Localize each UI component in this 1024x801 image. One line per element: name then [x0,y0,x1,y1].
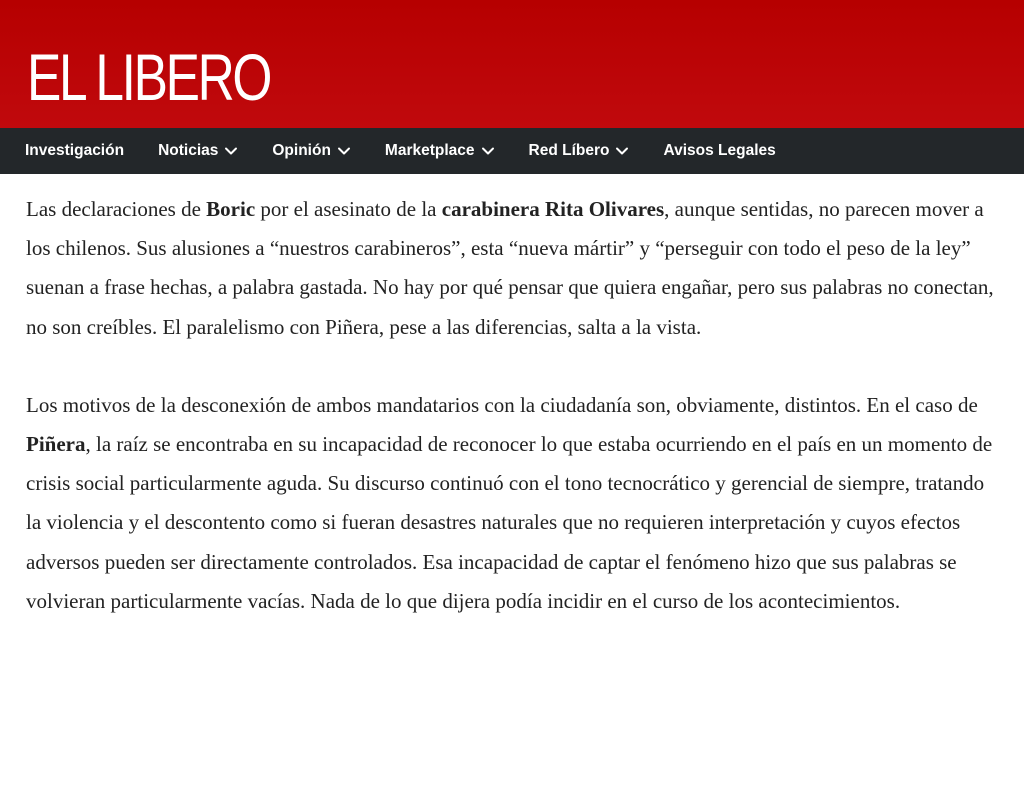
nav-item-label: Red Líbero [528,142,610,159]
article-body [0,174,1000,621]
article-paragraph [26,386,1000,621]
nav-item-label: Avisos Legales [663,142,776,159]
nav-item-avisos-legales[interactable] [663,142,775,160]
nav-item-marketplace[interactable] [385,142,495,160]
bold-text: Boric [206,197,256,221]
paragraph-text: Los motivos de la desconexión de ambos mandatarios con la ciudadanía son, obviamente, distintos. En el caso de [26,392,978,417]
main-nav [0,128,1024,174]
site-logo[interactable]: EL LIBERO [27,40,271,114]
chevron-down-icon [224,144,238,158]
article-paragraph [26,190,1000,347]
nav-item-red-líbero[interactable] [529,142,630,160]
nav-item-label: Marketplace [384,142,475,159]
paragraph-text: Las declaraciones de [26,197,207,221]
paragraph-text: , la raíz se encontraba en su incapacidad de reconocer lo que estaba ocurriendo en el país en un momento de crisis social particularmente aguda. Su discurso continuó con el tono tecnocrático y gerencial de siempre, tratando la violencia y el descontento como si fueran desastres naturales que no requieren interpretación y cuyos efectos adversos pueden ser directamente controlados. Esa incapacidad de captar el fenómeno hizo que sus palabras se volvieran particularmente vacías. Nada de lo que dijera podía incidir en el curso de los acontecimientos. [26,432,993,613]
chevron-down-icon [615,144,629,158]
nav-item-opinión[interactable] [272,142,351,160]
nav-item-investigación[interactable] [25,142,124,160]
chevron-down-icon [481,144,495,158]
nav-item-label: Investigación [25,142,125,159]
paragraph-text: por el asesinato de la [255,197,442,221]
nav-item-label: Noticias [158,142,219,159]
paragraph-text: , aunque sentidas, no parecen mover a los chilenos. Sus alusiones a “nuestros carabineros”, esta “nueva mártir” y “perseguir con todo el peso de la ley” suenan a frase hechas, a palabra gastada. No hay por qué pensar que quiera engañar, pero sus palabras no conectan, no son creíbles. El paralelismo con Piñera, pese a las diferencias, salta a la vista. [26,197,994,339]
nav-item-label: Opinión [272,142,331,159]
nav-item-noticias[interactable] [158,142,238,160]
bold-text: carabinera Rita Olivares [441,197,665,221]
chevron-down-icon [337,144,351,158]
bold-text: Piñera [26,432,86,457]
site-header [0,0,1024,128]
